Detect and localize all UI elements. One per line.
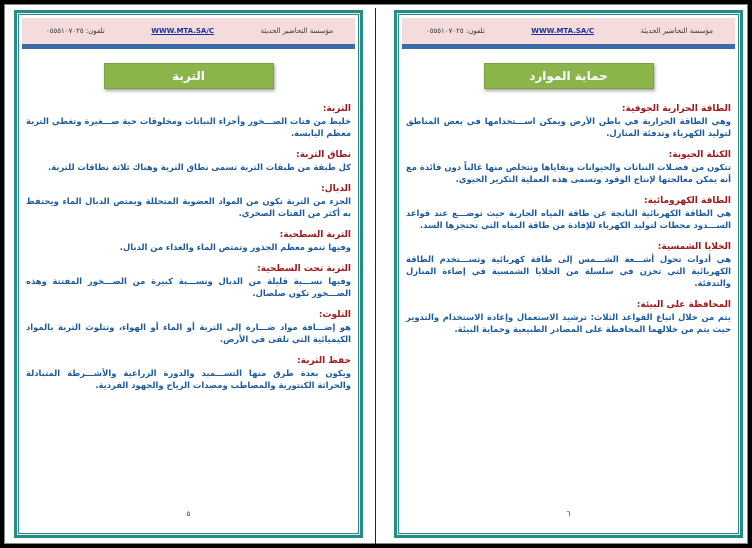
- page-header: [22, 18, 355, 49]
- section-heading: الدبال:: [321, 184, 351, 194]
- header-website-link[interactable]: WWW.MTA.SA/C: [531, 27, 595, 35]
- section-topsoil: [26, 229, 351, 253]
- section-heading: التربة:: [322, 104, 351, 114]
- page-5: [14, 10, 363, 538]
- section-heading: الكتلة الحيوية:: [668, 150, 731, 160]
- section-hydroelectric: [406, 195, 731, 231]
- header-phone: تلفون: ٠٥٥٥١٠٧٠٢٥: [426, 27, 485, 35]
- page-content: [22, 103, 355, 391]
- section-text: وفيها تنمو معظم الجذور وتمتص الماء والغذاء من الدبال.: [119, 242, 351, 252]
- section-heading: الطاقة الحرارية الجوفية:: [621, 104, 731, 114]
- page-title: حماية الموارد: [484, 63, 654, 89]
- section-heading: التربة السطحية:: [279, 230, 351, 240]
- section-text: خليط من فتات الصـــخور وأجزاء النباتات ومخلوقات حية صـــغيرة وتغطي التربة معظم اليابسة.: [26, 116, 351, 138]
- section-text: تتكون من فضـلات النباتات والحيوانات وبقاياها ونتخلص منها غالباً دون فائدة مع أنه يمكن معالجتها لإنتاج الوقود وتسمى هذه العملية التكرير الحيوي.: [406, 162, 731, 184]
- page-number: ٦: [566, 510, 571, 518]
- header-website-link[interactable]: WWW.MTA.SA/C: [151, 27, 215, 35]
- page-gutter-divider: [375, 8, 376, 544]
- section-soil-conservation: [26, 355, 351, 391]
- header-phone: تلفون: ٠٥٥٥١٠٧٠٢٥: [46, 27, 105, 35]
- page-content: [402, 103, 735, 335]
- section-heading: التربة تحت السطحية:: [257, 264, 351, 274]
- page-number: ٥: [186, 510, 191, 518]
- section-subsoil: [26, 263, 351, 299]
- section-text: الجزء من التربة تكون من المواد العضوية المتحللة ويمتص الدبال الماء ويحتفظ به أكثر من الفتات الصخري.: [26, 196, 351, 218]
- section-solar-cells: [406, 241, 731, 289]
- section-text: ويكون بعدة طرق منها التســـميد والدورة الزراعية والأشـــرطة المتبادلة والحراثة الكنتورية والمصاطب ومصدات الرياح والجهود الفردية.: [26, 368, 351, 390]
- section-biomass: [406, 149, 731, 185]
- header-org-name: مؤسسة التحاضير الحديثة: [640, 27, 713, 35]
- section-soil: [26, 103, 351, 139]
- section-soil-horizon: [26, 149, 351, 173]
- section-heading: حفظ التربة:: [297, 356, 351, 366]
- section-heading: التلوث:: [318, 310, 351, 320]
- section-text: هو إضـــافة مواد ضـــارة إلى التربة أو الماء أو الهواء، وتتلوث التربة بالمواد الكيميائية التي تلقى في الأرض.: [26, 322, 351, 344]
- section-heading: الطاقة الكهرومائية:: [644, 196, 731, 206]
- section-pollution: [26, 309, 351, 345]
- header-org-name: مؤسسة التحاضير الحديثة: [260, 27, 333, 35]
- section-heading: الخلايا الشمسية:: [657, 242, 731, 252]
- section-geothermal: [406, 103, 731, 139]
- section-text: وهي الطاقة الحرارية في باطن الأرض ويمكن اســـتخدامها في بعض المناطق لتوليد الكهرباء وتدفئة المنازل.: [406, 116, 731, 138]
- section-text: كل طبقة من طبقات التربة تسمى نطاق التربة وهناك ثلاثة نطاقات للتربة.: [48, 162, 351, 172]
- section-humus: [26, 183, 351, 219]
- page-6: [394, 10, 743, 538]
- section-text: هي الطاقة الكهربائية الناتجة عن طاقة المياه الجارية حيث توضـــع عند قواعد الســـدود محطات لتوليد الكهرباء للإفادة من طاقة المياه التي تحتجزها السد.: [406, 208, 731, 230]
- section-text: هي أدوات تحول أشـــعة الشـــمس إلى طاقة كهربائية وتســـتخدم الطاقة الكهربائية التي تخزن في سلسلة من الخلايا الشمسية في إضاءة المنازل والتدفئة.: [406, 254, 731, 288]
- section-heading: المحافظة على البيئة:: [636, 300, 731, 310]
- page-title: التربة: [104, 63, 274, 89]
- page-header: [402, 18, 735, 49]
- section-text: يتم من خلال اتباع القواعد الثلاث: ترشيد الاستعمال وإعادة الاستخدام والتدوير حيث يتم من خلالهما المحافظة على المصادر الطبيعية وحماية البيئة.: [406, 312, 731, 334]
- section-environment-conservation: [406, 299, 731, 335]
- section-heading: نطاق التربة:: [296, 150, 351, 160]
- section-text: وفيها نســـبة قليلة من الدبال ونســـبة كبيرة من الصـــخور المفتتة وهذه الصـــخور تكون صلصال.: [26, 276, 351, 298]
